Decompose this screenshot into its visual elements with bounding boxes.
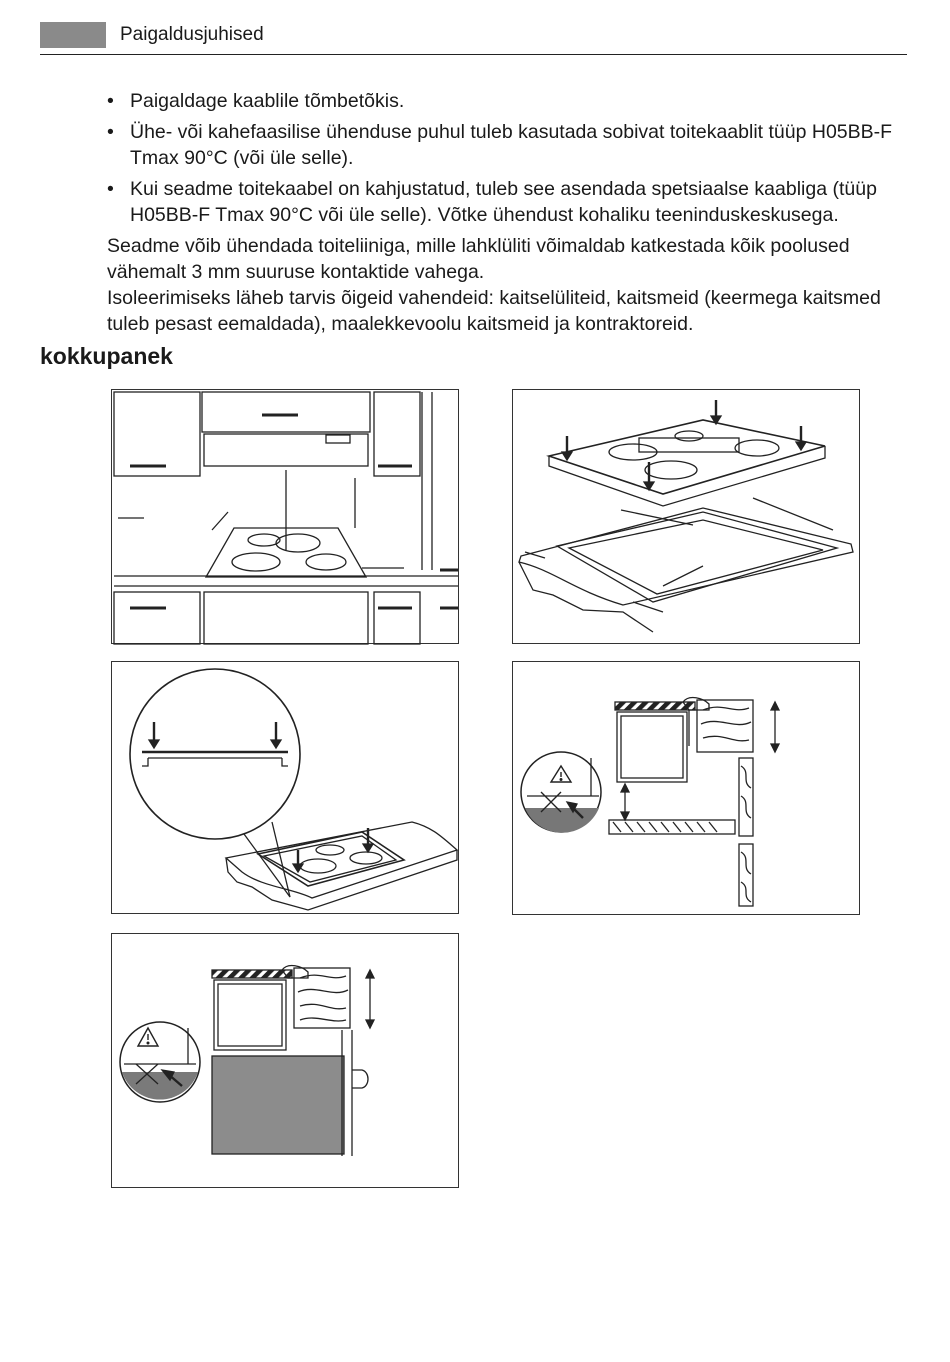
header-accent-bar <box>40 22 106 48</box>
kitchen-illustration <box>112 390 460 645</box>
hob-insertion-illustration <box>513 390 861 645</box>
bullet-item: • Ühe- või kahefaasilise ühenduse puhul tuleb kasutada sobivat toitekaablit tüüp H05BB-F Tmax 90°C (või üle selle). <box>107 119 902 171</box>
warning-triangle-icon <box>112 934 460 1189</box>
bullet-item: • Kui seadme toitekaabel on kahjustatud, tuleb see asendada spetsiaalse kaabliga (tüüp H05BB-F Tmax 90°C või üle selle). Võtke ühendust kohaliku teeninduskeskusega. <box>107 176 902 228</box>
figure-drawer-clearance <box>512 661 860 915</box>
installation-text <box>107 88 902 337</box>
warning-triangle-icon <box>513 662 861 916</box>
paragraph: Seadme võib ühendada toiteliiniga, mille lahklüliti võimaldab katkestada kõik poolused vähemalt 3 mm suuruse kontaktide vahega. <box>107 235 850 283</box>
paragraph: Isoleerimiseks läheb tarvis õigeid vahendeid: kaitselüliteid, kaitsmeid (keermega kaitsmed tuleb pesast eemaldada), maalekkevoolu kaitsmeid ja kontraktoreid. <box>107 287 881 335</box>
section-title: kokkupanek <box>40 343 173 369</box>
figure-oven-clearance <box>111 933 459 1188</box>
figure-seal-detail <box>111 661 459 914</box>
header-title: Paigaldusjuhised <box>120 24 264 45</box>
seal-magnifier-illustration <box>112 662 460 915</box>
figure-hob-insertion <box>512 389 860 644</box>
page-header <box>40 22 907 55</box>
figure-kitchen-overview <box>111 389 459 644</box>
bullet-item: • Paigaldage kaablile tõmbetõkis. <box>107 88 902 114</box>
